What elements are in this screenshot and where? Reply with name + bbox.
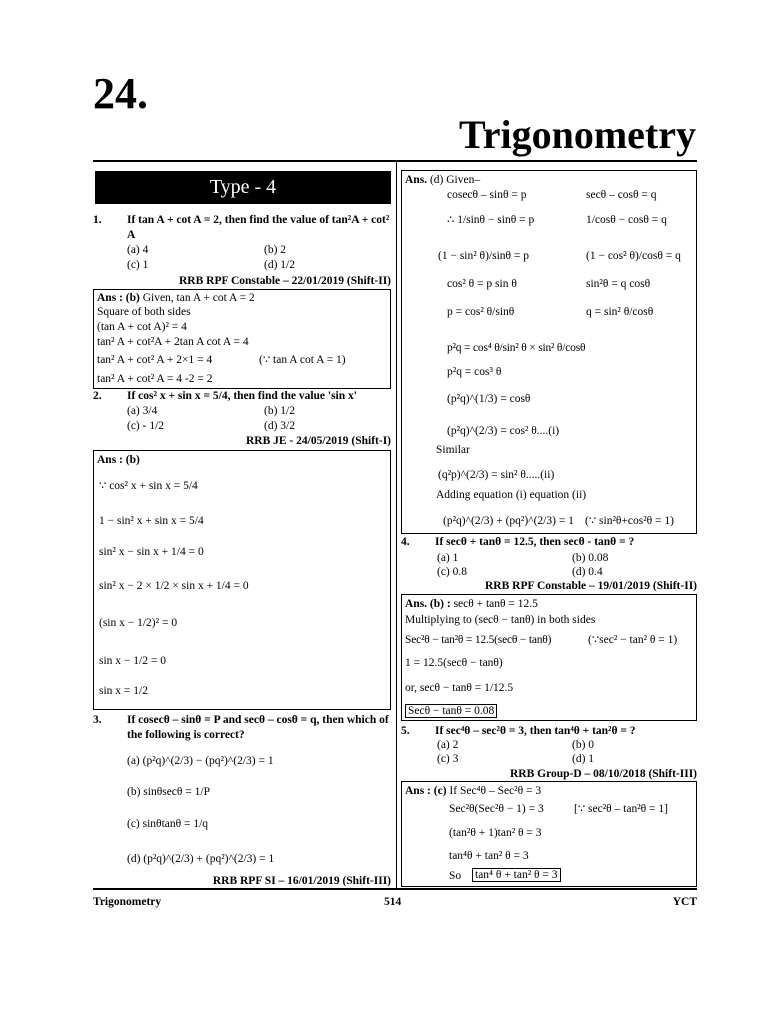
footer-divider [93, 888, 697, 890]
answer-note: (∵ tan A cot A = 1) [259, 354, 346, 366]
q2-option-b: (b) 1/2 [264, 405, 295, 417]
answer-line: So [449, 870, 462, 882]
answer-line: sin x = 1/2 [99, 685, 148, 697]
answer-note: (∵ sin²θ+cos²θ = 1) [585, 515, 674, 527]
chapter-title: Trigonometry [459, 112, 696, 157]
answer-line: cosecθ – sinθ = p [447, 189, 527, 201]
answer-label: Ans. (b) : [405, 598, 451, 610]
answer-line: (tan A + cot A)² = 4 [97, 321, 187, 333]
answer-line: secθ + tanθ = 12.5 [453, 598, 538, 610]
footer-chapter: Trigonometry [93, 896, 162, 908]
question-text: If secθ + tanθ = 12.5, then secθ - tanθ = ? [435, 536, 635, 548]
answer-line: ∴ 1/sinθ − sinθ = p [447, 214, 535, 226]
answer-note: [∵ sec²θ – tan²θ = 1] [574, 803, 668, 815]
q1-option-d: (d) 1/2 [264, 259, 295, 271]
q3-option-a: (a) (p²q)^(2/3) − (pq²)^(2/3) = 1 [127, 755, 274, 767]
answer-line: tan⁴θ + tan² θ = 3 [449, 850, 529, 862]
answer-line: Similar [436, 444, 470, 456]
question-3 [93, 713, 391, 743]
q1-option-a: (a) 4 [127, 244, 149, 256]
answer-line: (1 − cos² θ)/cosθ = q [586, 250, 681, 262]
boxed-result: tan⁴ θ + tan² θ = 3 [472, 868, 561, 882]
question-text: If sec⁴θ – sec²θ = 3, then tan⁴θ + tan²θ = ? [435, 725, 636, 737]
chapter-number: 24. [93, 69, 148, 118]
boxed-result: Secθ − tanθ = 0.08 [405, 704, 497, 718]
question-number: 2. [93, 390, 102, 402]
question-text: If cos² x + sin x = 5/4, then find the value 'sin x' [127, 390, 357, 402]
question-text: If tan A + cot A = 2, then find the value of tan²A + cot² A [127, 214, 390, 241]
question-number: 1. [93, 214, 102, 226]
answer-line: If Sec⁴θ – Sec²θ = 3 [449, 785, 542, 797]
question-number: 5. [401, 725, 410, 737]
question-2 [93, 389, 391, 404]
q2-source: RRB JE - 24/05/2019 (Shift-I) [245, 435, 391, 447]
answer-line: sin²θ = q cosθ [586, 278, 651, 290]
answer-box-1 [93, 289, 391, 389]
answer-line: Given, tan A + cot A = 2 [142, 292, 255, 304]
answer-label: Ans. [405, 174, 428, 186]
answer-line: sin² x − sin x + 1/4 = 0 [99, 546, 204, 558]
answer-label: Ans : (b) [97, 292, 140, 304]
answer-line: sin² x − 2 × 1/2 × sin x + 1/4 = 0 [99, 580, 249, 592]
answer-line: 1 − sin² x + sin x = 5/4 [99, 515, 204, 527]
answer-label: Ans : (b) [97, 454, 140, 466]
question-1 [93, 213, 391, 243]
question-text: If cosecθ – sinθ = P and secθ – cosθ = q, then which of the following is correct? [127, 714, 389, 741]
q3-option-d: (d) (p²q)^(2/3) + (pq²)^(2/3) = 1 [127, 853, 275, 865]
q1-option-b: (b) 2 [264, 244, 287, 256]
q1-source: RRB RPF Constable – 22/01/2019 (Shift-II) [178, 275, 391, 287]
q4-option-a: (a) 1 [437, 552, 459, 564]
answer-line: (1 − sin² θ)/sinθ = p [438, 250, 530, 262]
question-5 [401, 724, 697, 739]
answer-line: sin x − 1/2 = 0 [99, 655, 166, 667]
answer-line: secθ – cosθ = q [586, 189, 657, 201]
q3-source: RRB RPF SI – 16/01/2019 (Shift-III) [212, 875, 391, 887]
answer-line: p = cos² θ/sinθ [447, 306, 515, 318]
answer-line: tan² A + cot²A + 2tan A cot A = 4 [97, 336, 249, 348]
answer-box-4 [401, 594, 697, 721]
answer-line: (q²p)^(2/3) = sin² θ.....(ii) [438, 469, 555, 481]
q5-option-d: (d) 1 [572, 753, 595, 765]
q2-option-c: (c) - 1/2 [127, 420, 165, 432]
answer-line: (tan²θ + 1)tan² θ = 3 [449, 827, 542, 839]
answer-line: Square of both sides [97, 306, 191, 318]
answer-line: (p²q)^(1/3) = cosθ [447, 393, 531, 405]
footer-publisher: YCT [672, 896, 697, 908]
answer-line: p²q = cos³ θ [447, 366, 502, 378]
q2-option-a: (a) 3/4 [127, 405, 158, 417]
answer-value: (d) Given– [429, 174, 481, 186]
answer-line: Sec²θ(Sec²θ − 1) = 3 [449, 803, 544, 815]
q5-option-a: (a) 2 [437, 739, 459, 751]
page-number: 514 [384, 896, 402, 908]
q4-source: RRB RPF Constable – 19/01/2019 (Shift-II) [484, 580, 697, 592]
q2-option-d: (d) 3/2 [264, 420, 295, 432]
answer-line: 1/cosθ − cosθ = q [586, 214, 667, 226]
q5-source: RRB Group-D – 08/10/2018 (Shift-III) [510, 768, 697, 780]
q5-option-c: (c) 3 [437, 753, 459, 765]
answer-line: (p²q)^(2/3) = cos² θ....(i) [447, 425, 560, 437]
answer-line: or, secθ − tanθ = 1/12.5 [405, 682, 514, 694]
question-4 [401, 535, 697, 550]
answer-line: Adding equation (i) equation (ii) [436, 489, 587, 501]
answer-line: tan² A + cot² A = 4 -2 = 2 [97, 373, 213, 385]
answer-box-3 [401, 170, 697, 534]
q4-option-b: (b) 0.08 [572, 552, 609, 564]
q1-option-c: (c) 1 [127, 259, 149, 271]
answer-line: 1 = 12.5(secθ − tanθ) [405, 657, 503, 669]
answer-line: (p²q)^(2/3) + (pq²)^(2/3) = 1 [443, 515, 574, 527]
question-number: 3. [93, 714, 102, 726]
answer-line: p²q = cos⁴ θ/sin² θ × sin² θ/cosθ [447, 342, 586, 354]
q3-option-c: (c) sinθtanθ = 1/q [127, 818, 209, 830]
column-divider [396, 160, 397, 888]
question-number: 4. [401, 536, 410, 548]
q3-option-b: (b) sinθsecθ = 1/P [127, 786, 210, 798]
answer-line: q = sin² θ/cosθ [586, 306, 654, 318]
title-divider [93, 160, 697, 162]
q5-option-b: (b) 0 [572, 739, 595, 751]
answer-line: ∵ cos² x + sin x = 5/4 [99, 480, 198, 492]
answer-line: cos² θ = p sin θ [447, 278, 517, 290]
answer-label: Ans : (c) [405, 785, 447, 797]
q4-option-c: (c) 0.8 [437, 566, 468, 578]
answer-note: (∵sec² − tan² θ = 1) [588, 634, 678, 646]
type-heading: Type - 4 [95, 171, 391, 204]
q4-option-d: (d) 0.4 [572, 566, 603, 578]
answer-line: Sec²θ − tan²θ = 12.5(secθ − tanθ) [405, 634, 552, 646]
answer-line: Multiplying to (secθ − tanθ) in both sides [405, 614, 596, 626]
answer-line: (sin x − 1/2)² = 0 [99, 617, 178, 629]
answer-line: tan² A + cot² A + 2×1 = 4 [97, 354, 213, 366]
answer-box-2 [93, 450, 391, 710]
answer-box-5 [401, 781, 697, 887]
